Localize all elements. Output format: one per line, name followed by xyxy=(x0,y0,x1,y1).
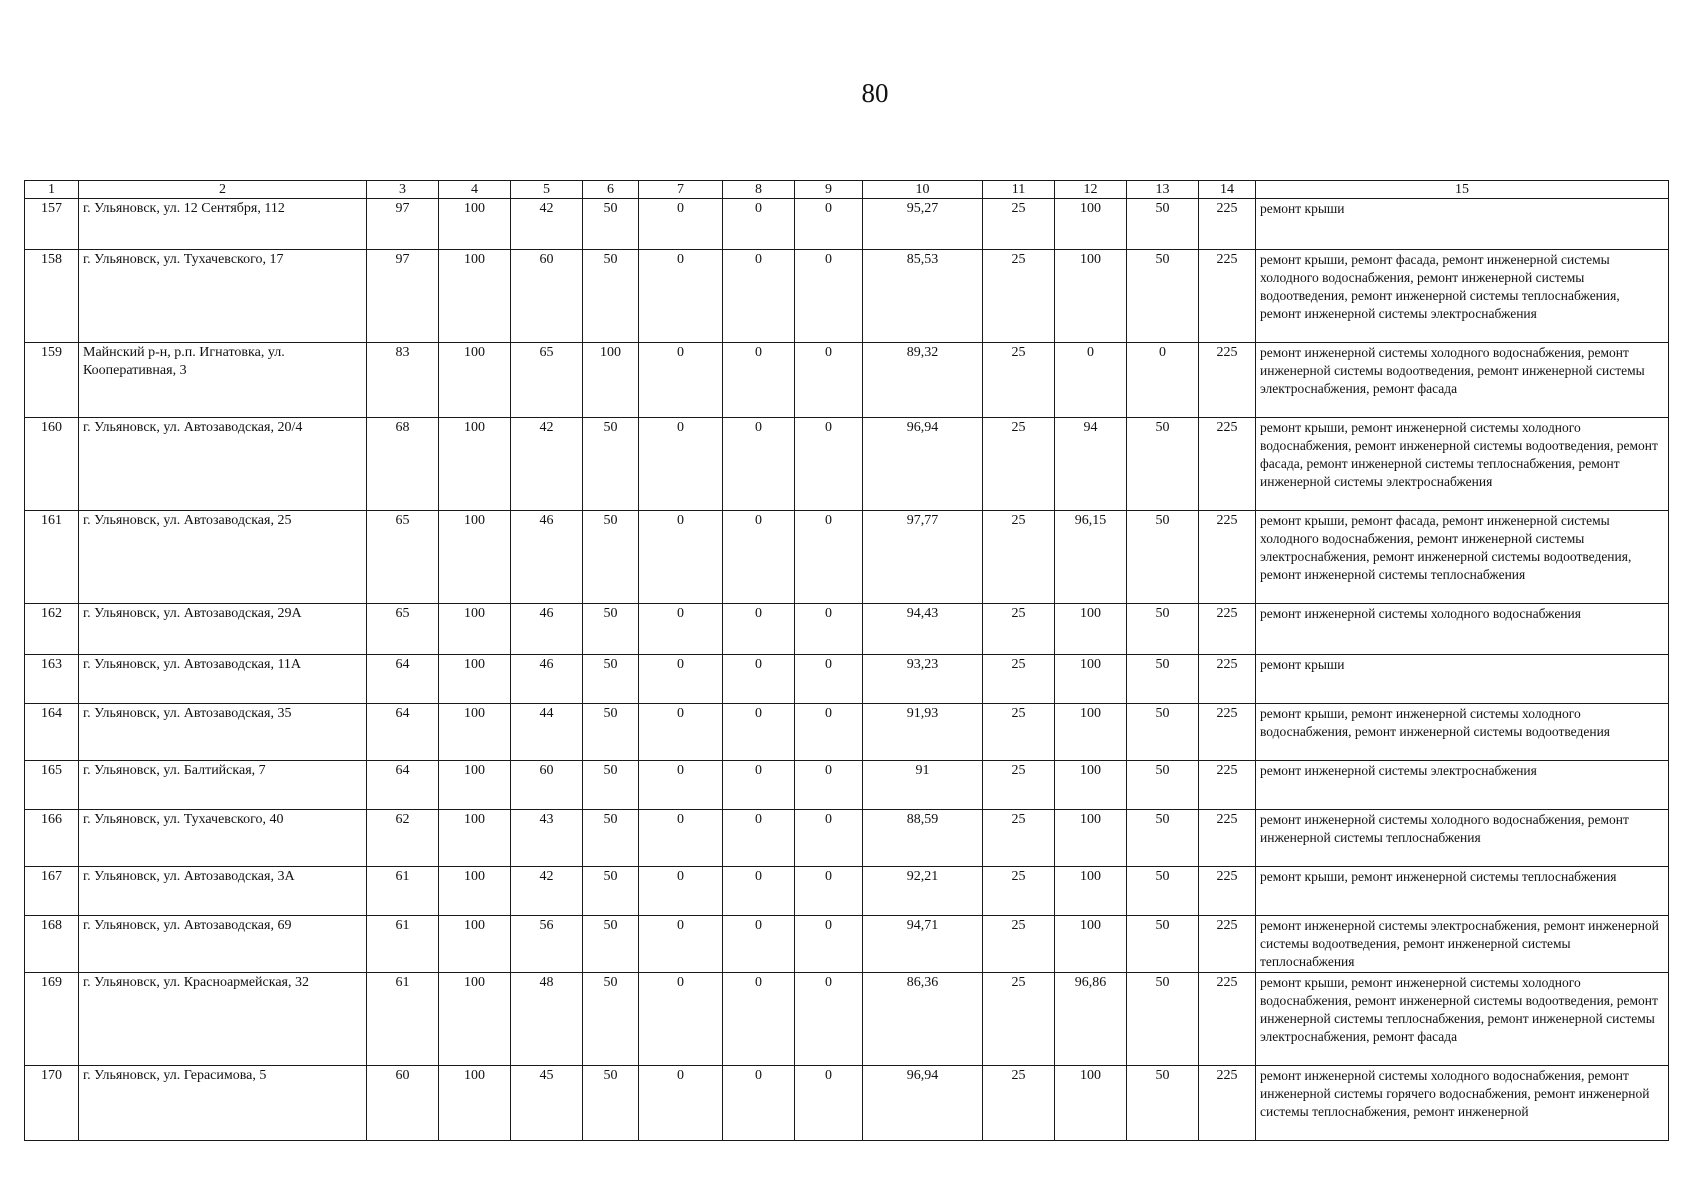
col-5-value: 60 xyxy=(511,250,583,343)
column-header: 6 xyxy=(583,181,639,199)
col-8-value: 0 xyxy=(723,199,795,250)
col-6-value: 50 xyxy=(583,1066,639,1141)
col-13-value: 50 xyxy=(1127,867,1199,916)
work-description: ремонт крыши, ремонт инженерной системы холодного водоснабжения, ремонт инженерной системы водоотведения xyxy=(1256,704,1669,761)
table-row xyxy=(25,343,1669,418)
col-10-value: 92,21 xyxy=(863,867,983,916)
col-6-value: 50 xyxy=(583,761,639,810)
col-4-value: 100 xyxy=(439,761,511,810)
table-row xyxy=(25,250,1669,343)
col-12-value: 100 xyxy=(1055,250,1127,343)
address: г. Ульяновск, ул. Автозаводская, 25 xyxy=(79,511,367,604)
col-11-value: 25 xyxy=(983,250,1055,343)
col-6-value: 50 xyxy=(583,704,639,761)
work-description: ремонт крыши, ремонт фасада, ремонт инженерной системы холодного водоснабжения, ремонт инженерной системы водоотведения, ремонт инженерной системы теплоснабжения, ремонт инженерной системы электроснабжения xyxy=(1256,250,1669,343)
col-3-value: 64 xyxy=(367,761,439,810)
col-13-value: 50 xyxy=(1127,250,1199,343)
col-10-value: 89,32 xyxy=(863,343,983,418)
col-7-value: 0 xyxy=(639,250,723,343)
work-description: ремонт крыши xyxy=(1256,655,1669,704)
table-body xyxy=(25,199,1669,1141)
col-10-value: 85,53 xyxy=(863,250,983,343)
col-4-value: 100 xyxy=(439,867,511,916)
col-8-value: 0 xyxy=(723,704,795,761)
row-number: 163 xyxy=(25,655,79,704)
work-description: ремонт крыши, ремонт фасада, ремонт инженерной системы холодного водоснабжения, ремонт инженерной системы электроснабжения, ремонт инженерной системы водоотведения, ремонт инженерной системы теплоснабжения xyxy=(1256,511,1669,604)
col-8-value: 0 xyxy=(723,973,795,1066)
col-3-value: 62 xyxy=(367,810,439,867)
col-3-value: 97 xyxy=(367,199,439,250)
row-number: 158 xyxy=(25,250,79,343)
repair-register-table xyxy=(24,180,1669,1141)
col-13-value: 50 xyxy=(1127,511,1199,604)
work-description: ремонт крыши, ремонт инженерной системы холодного водоснабжения, ремонт инженерной системы водоотведения, ремонт фасада, ремонт инженерной системы теплоснабжения, ремонт инженерной системы электроснабжения xyxy=(1256,418,1669,511)
work-description: ремонт крыши, ремонт инженерной системы холодного водоснабжения, ремонт инженерной системы водоотведения, ремонт инженерной системы теплоснабжения, ремонт инженерной системы электроснабжения, ремонт фасада xyxy=(1256,973,1669,1066)
col-3-value: 65 xyxy=(367,604,439,655)
col-12-value: 94 xyxy=(1055,418,1127,511)
work-description: ремонт инженерной системы электроснабжения, ремонт инженерной системы водоотведения, ремонт инженерной системы теплоснабжения xyxy=(1256,916,1669,973)
col-12-value: 100 xyxy=(1055,199,1127,250)
col-5-value: 60 xyxy=(511,761,583,810)
col-8-value: 0 xyxy=(723,1066,795,1141)
column-header: 1 xyxy=(25,181,79,199)
col-9-value: 0 xyxy=(795,511,863,604)
col-3-value: 60 xyxy=(367,1066,439,1141)
work-description: ремонт инженерной системы холодного водоснабжения, ремонт инженерной системы водоотведения, ремонт инженерной системы электроснабжения, ремонт фасада xyxy=(1256,343,1669,418)
col-14-value: 225 xyxy=(1199,418,1256,511)
col-6-value: 50 xyxy=(583,973,639,1066)
col-14-value: 225 xyxy=(1199,343,1256,418)
address: г. Ульяновск, ул. Автозаводская, 20/4 xyxy=(79,418,367,511)
col-8-value: 0 xyxy=(723,655,795,704)
column-header: 4 xyxy=(439,181,511,199)
row-number: 162 xyxy=(25,604,79,655)
col-6-value: 50 xyxy=(583,511,639,604)
row-number: 168 xyxy=(25,916,79,973)
col-4-value: 100 xyxy=(439,916,511,973)
address: г. Ульяновск, ул. Автозаводская, 35 xyxy=(79,704,367,761)
col-6-value: 50 xyxy=(583,867,639,916)
col-9-value: 0 xyxy=(795,343,863,418)
col-6-value: 50 xyxy=(583,199,639,250)
col-4-value: 100 xyxy=(439,973,511,1066)
column-header: 14 xyxy=(1199,181,1256,199)
col-11-value: 25 xyxy=(983,704,1055,761)
col-11-value: 25 xyxy=(983,1066,1055,1141)
column-header: 13 xyxy=(1127,181,1199,199)
col-3-value: 64 xyxy=(367,655,439,704)
col-7-value: 0 xyxy=(639,1066,723,1141)
col-11-value: 25 xyxy=(983,973,1055,1066)
table-row xyxy=(25,199,1669,250)
col-4-value: 100 xyxy=(439,1066,511,1141)
col-5-value: 45 xyxy=(511,1066,583,1141)
row-number: 166 xyxy=(25,810,79,867)
row-number: 167 xyxy=(25,867,79,916)
row-number: 165 xyxy=(25,761,79,810)
col-10-value: 91,93 xyxy=(863,704,983,761)
col-4-value: 100 xyxy=(439,343,511,418)
column-number-header-row xyxy=(25,181,1669,199)
col-7-value: 0 xyxy=(639,761,723,810)
col-3-value: 64 xyxy=(367,704,439,761)
col-4-value: 100 xyxy=(439,418,511,511)
col-11-value: 25 xyxy=(983,916,1055,973)
col-7-value: 0 xyxy=(639,343,723,418)
col-9-value: 0 xyxy=(795,867,863,916)
col-11-value: 25 xyxy=(983,810,1055,867)
col-8-value: 0 xyxy=(723,250,795,343)
col-11-value: 25 xyxy=(983,343,1055,418)
table-row xyxy=(25,810,1669,867)
col-4-value: 100 xyxy=(439,810,511,867)
col-13-value: 50 xyxy=(1127,973,1199,1066)
col-13-value: 50 xyxy=(1127,761,1199,810)
col-3-value: 68 xyxy=(367,418,439,511)
col-9-value: 0 xyxy=(795,973,863,1066)
col-14-value: 225 xyxy=(1199,511,1256,604)
col-14-value: 225 xyxy=(1199,604,1256,655)
col-10-value: 96,94 xyxy=(863,1066,983,1141)
work-description: ремонт инженерной системы электроснабжения xyxy=(1256,761,1669,810)
col-5-value: 46 xyxy=(511,604,583,655)
col-11-value: 25 xyxy=(983,761,1055,810)
col-9-value: 0 xyxy=(795,761,863,810)
column-header: 15 xyxy=(1256,181,1669,199)
col-5-value: 46 xyxy=(511,511,583,604)
column-header: 2 xyxy=(79,181,367,199)
col-12-value: 100 xyxy=(1055,604,1127,655)
col-4-value: 100 xyxy=(439,704,511,761)
address: г. Ульяновск, ул. Красноармейская, 32 xyxy=(79,973,367,1066)
table-row xyxy=(25,916,1669,973)
col-10-value: 91 xyxy=(863,761,983,810)
column-header: 10 xyxy=(863,181,983,199)
row-number: 164 xyxy=(25,704,79,761)
col-7-value: 0 xyxy=(639,511,723,604)
col-13-value: 50 xyxy=(1127,604,1199,655)
col-10-value: 94,71 xyxy=(863,916,983,973)
column-header: 7 xyxy=(639,181,723,199)
table-row xyxy=(25,418,1669,511)
col-11-value: 25 xyxy=(983,867,1055,916)
column-header: 11 xyxy=(983,181,1055,199)
col-12-value: 100 xyxy=(1055,655,1127,704)
table-row xyxy=(25,704,1669,761)
col-10-value: 95,27 xyxy=(863,199,983,250)
col-12-value: 96,86 xyxy=(1055,973,1127,1066)
address: г. Ульяновск, ул. Автозаводская, 3А xyxy=(79,867,367,916)
col-5-value: 43 xyxy=(511,810,583,867)
col-4-value: 100 xyxy=(439,250,511,343)
col-4-value: 100 xyxy=(439,199,511,250)
col-7-value: 0 xyxy=(639,916,723,973)
address: г. Ульяновск, ул. Тухачевского, 17 xyxy=(79,250,367,343)
col-10-value: 96,94 xyxy=(863,418,983,511)
row-number: 161 xyxy=(25,511,79,604)
col-10-value: 86,36 xyxy=(863,973,983,1066)
work-description: ремонт инженерной системы холодного водоснабжения, ремонт инженерной системы теплоснабжения xyxy=(1256,810,1669,867)
col-11-value: 25 xyxy=(983,511,1055,604)
col-9-value: 0 xyxy=(795,655,863,704)
col-9-value: 0 xyxy=(795,704,863,761)
col-3-value: 61 xyxy=(367,916,439,973)
col-13-value: 50 xyxy=(1127,199,1199,250)
col-6-value: 100 xyxy=(583,343,639,418)
col-7-value: 0 xyxy=(639,867,723,916)
col-7-value: 0 xyxy=(639,655,723,704)
col-10-value: 93,23 xyxy=(863,655,983,704)
col-14-value: 225 xyxy=(1199,655,1256,704)
col-5-value: 46 xyxy=(511,655,583,704)
col-13-value: 50 xyxy=(1127,810,1199,867)
col-7-value: 0 xyxy=(639,418,723,511)
address: г. Ульяновск, ул. Автозаводская, 69 xyxy=(79,916,367,973)
col-10-value: 88,59 xyxy=(863,810,983,867)
row-number: 157 xyxy=(25,199,79,250)
col-8-value: 0 xyxy=(723,867,795,916)
row-number: 169 xyxy=(25,973,79,1066)
col-11-value: 25 xyxy=(983,199,1055,250)
col-5-value: 42 xyxy=(511,867,583,916)
column-header: 12 xyxy=(1055,181,1127,199)
col-12-value: 100 xyxy=(1055,916,1127,973)
col-5-value: 48 xyxy=(511,973,583,1066)
work-description: ремонт инженерной системы холодного водоснабжения xyxy=(1256,604,1669,655)
column-header: 3 xyxy=(367,181,439,199)
address: г. Ульяновск, ул. Тухачевского, 40 xyxy=(79,810,367,867)
row-number: 170 xyxy=(25,1066,79,1141)
col-5-value: 65 xyxy=(511,343,583,418)
col-12-value: 96,15 xyxy=(1055,511,1127,604)
col-6-value: 50 xyxy=(583,604,639,655)
col-4-value: 100 xyxy=(439,511,511,604)
col-8-value: 0 xyxy=(723,916,795,973)
col-9-value: 0 xyxy=(795,250,863,343)
col-10-value: 97,77 xyxy=(863,511,983,604)
col-12-value: 100 xyxy=(1055,810,1127,867)
col-13-value: 50 xyxy=(1127,916,1199,973)
col-5-value: 44 xyxy=(511,704,583,761)
work-description: ремонт крыши xyxy=(1256,199,1669,250)
page-number: 80 xyxy=(861,78,889,108)
col-11-value: 25 xyxy=(983,418,1055,511)
table-row xyxy=(25,1066,1669,1141)
address: г. Ульяновск, ул. Герасимова, 5 xyxy=(79,1066,367,1141)
col-13-value: 50 xyxy=(1127,704,1199,761)
col-5-value: 42 xyxy=(511,418,583,511)
col-7-value: 0 xyxy=(639,810,723,867)
col-10-value: 94,43 xyxy=(863,604,983,655)
col-4-value: 100 xyxy=(439,655,511,704)
col-13-value: 50 xyxy=(1127,418,1199,511)
col-7-value: 0 xyxy=(639,704,723,761)
address: Майнский р-н, р.п. Игнатовка, ул. Кооперативная, 3 xyxy=(79,343,367,418)
column-header: 8 xyxy=(723,181,795,199)
work-description: ремонт инженерной системы холодного водоснабжения, ремонт инженерной системы горячего водоснабжения, ремонт инженерной системы теплоснабжения, ремонт инженерной xyxy=(1256,1066,1669,1141)
table-row xyxy=(25,511,1669,604)
col-9-value: 0 xyxy=(795,810,863,867)
col-4-value: 100 xyxy=(439,604,511,655)
col-12-value: 100 xyxy=(1055,704,1127,761)
col-6-value: 50 xyxy=(583,418,639,511)
col-12-value: 100 xyxy=(1055,867,1127,916)
col-14-value: 225 xyxy=(1199,704,1256,761)
col-8-value: 0 xyxy=(723,343,795,418)
col-14-value: 225 xyxy=(1199,761,1256,810)
col-6-value: 50 xyxy=(583,655,639,704)
col-14-value: 225 xyxy=(1199,199,1256,250)
col-11-value: 25 xyxy=(983,655,1055,704)
address: г. Ульяновск, ул. 12 Сентября, 112 xyxy=(79,199,367,250)
col-8-value: 0 xyxy=(723,761,795,810)
col-9-value: 0 xyxy=(795,418,863,511)
col-6-value: 50 xyxy=(583,250,639,343)
row-number: 159 xyxy=(25,343,79,418)
col-7-value: 0 xyxy=(639,973,723,1066)
col-9-value: 0 xyxy=(795,1066,863,1141)
col-9-value: 0 xyxy=(795,916,863,973)
col-12-value: 0 xyxy=(1055,343,1127,418)
col-7-value: 0 xyxy=(639,199,723,250)
table-row xyxy=(25,604,1669,655)
col-6-value: 50 xyxy=(583,916,639,973)
col-9-value: 0 xyxy=(795,199,863,250)
col-12-value: 100 xyxy=(1055,761,1127,810)
col-14-value: 225 xyxy=(1199,867,1256,916)
table-row xyxy=(25,655,1669,704)
col-14-value: 225 xyxy=(1199,810,1256,867)
col-11-value: 25 xyxy=(983,604,1055,655)
col-9-value: 0 xyxy=(795,604,863,655)
col-5-value: 42 xyxy=(511,199,583,250)
address: г. Ульяновск, ул. Автозаводская, 11А xyxy=(79,655,367,704)
col-8-value: 0 xyxy=(723,418,795,511)
table-row xyxy=(25,761,1669,810)
col-14-value: 225 xyxy=(1199,916,1256,973)
col-13-value: 50 xyxy=(1127,1066,1199,1141)
column-header: 9 xyxy=(795,181,863,199)
address: г. Ульяновск, ул. Автозаводская, 29А xyxy=(79,604,367,655)
col-3-value: 83 xyxy=(367,343,439,418)
col-14-value: 225 xyxy=(1199,973,1256,1066)
col-8-value: 0 xyxy=(723,511,795,604)
col-3-value: 61 xyxy=(367,973,439,1066)
col-14-value: 225 xyxy=(1199,250,1256,343)
col-8-value: 0 xyxy=(723,604,795,655)
table-row xyxy=(25,867,1669,916)
col-5-value: 56 xyxy=(511,916,583,973)
col-14-value: 225 xyxy=(1199,1066,1256,1141)
address: г. Ульяновск, ул. Балтийская, 7 xyxy=(79,761,367,810)
col-13-value: 50 xyxy=(1127,655,1199,704)
row-number: 160 xyxy=(25,418,79,511)
col-13-value: 0 xyxy=(1127,343,1199,418)
col-8-value: 0 xyxy=(723,810,795,867)
col-3-value: 61 xyxy=(367,867,439,916)
col-3-value: 65 xyxy=(367,511,439,604)
col-12-value: 100 xyxy=(1055,1066,1127,1141)
table-row xyxy=(25,973,1669,1066)
col-7-value: 0 xyxy=(639,604,723,655)
col-6-value: 50 xyxy=(583,810,639,867)
column-header: 5 xyxy=(511,181,583,199)
work-description: ремонт крыши, ремонт инженерной системы теплоснабжения xyxy=(1256,867,1669,916)
col-3-value: 97 xyxy=(367,250,439,343)
